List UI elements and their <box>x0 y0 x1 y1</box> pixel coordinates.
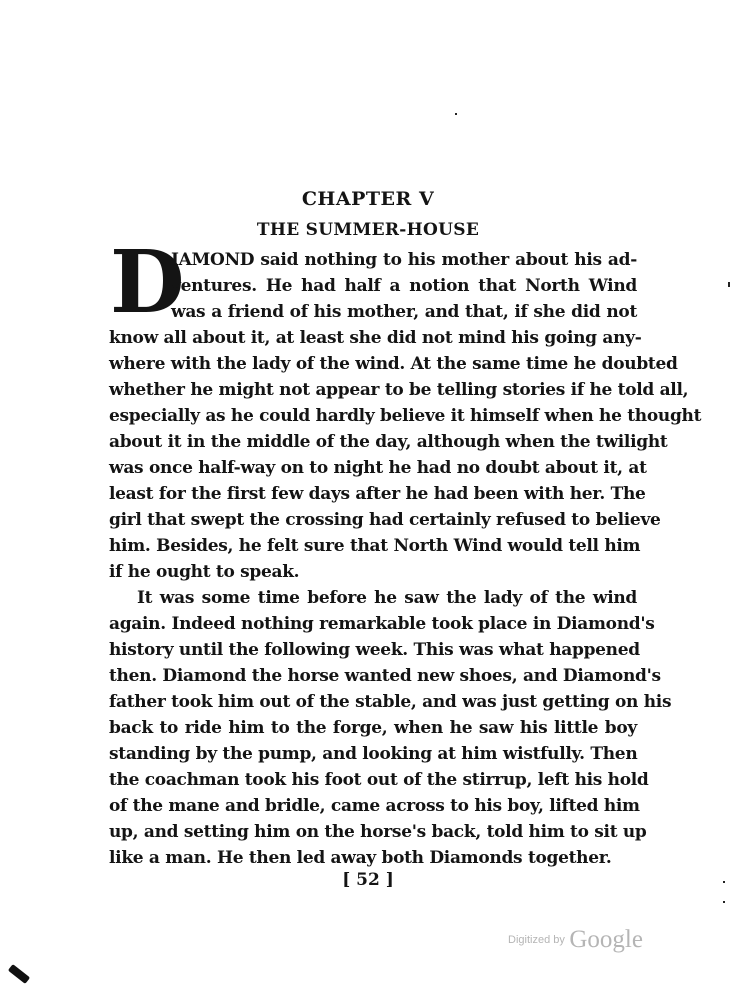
text-line: It was some time before he saw the lady of the wind <box>137 588 637 608</box>
text-line: know all about it, at least she did not mind his going any- <box>109 328 642 348</box>
text-line: father took him out of the stable, and was just getting on his <box>109 692 672 712</box>
watermark-prefix: Digitized by <box>508 934 565 946</box>
text-line: of the mane and bridle, came across to his boy, lifted him <box>109 796 640 816</box>
text-line: least for the first few days after he had been with her. The <box>109 484 646 504</box>
text-line: girl that swept the crossing had certainly refused to believe <box>109 510 661 530</box>
text-line: again. Indeed nothing remarkable took place in Diamond's <box>109 614 655 634</box>
scan-corner-mark <box>8 964 30 984</box>
google-watermark <box>508 926 643 954</box>
scan-speck <box>455 113 457 115</box>
text-line: standing by the pump, and looking at him wistfully. Then <box>109 744 638 764</box>
text-line: where with the lady of the wind. At the same time he doubted <box>109 354 678 374</box>
text-line: IAMOND said nothing to his mother about his ad- <box>171 250 637 270</box>
chapter-number: CHAPTER V <box>301 188 435 210</box>
text-line: him. Besides, he felt sure that North Wind would tell him <box>109 536 641 556</box>
text-line: then. Diamond the horse wanted new shoes, and Diamond's <box>109 666 661 686</box>
text-line: whether he might not appear to be telling stories if he told all, <box>109 380 689 400</box>
scan-speck <box>728 282 730 287</box>
scan-speck <box>723 901 725 903</box>
text-line: the coachman took his foot out of the stirrup, left his hold <box>109 770 649 790</box>
text-line: was once half-way on to night he had no doubt about it, at <box>109 458 647 478</box>
text-line: if he ought to speak. <box>109 562 300 582</box>
page-number: [ 52 ] <box>342 870 394 890</box>
text-line: like a man. He then led away both Diamonds together. <box>109 848 612 868</box>
text-line: up, and setting him on the horse's back, told him to sit up <box>109 822 647 842</box>
chapter-title: THE SUMMER-HOUSE <box>256 220 480 240</box>
text-line: back to ride him to the forge, when he saw his little boy <box>109 718 637 738</box>
drop-cap: D <box>110 232 185 333</box>
text-line: ventures. He had half a notion that North Wind <box>171 276 637 296</box>
text-line: was a friend of his mother, and that, if she did not <box>171 302 637 322</box>
text-line: history until the following week. This was what happened <box>109 640 640 660</box>
text-line: about it in the middle of the day, although when the twilight <box>109 432 668 452</box>
text-line: especially as he could hardly believe it himself when he thought <box>109 406 702 426</box>
watermark-brand: Google <box>569 926 643 953</box>
